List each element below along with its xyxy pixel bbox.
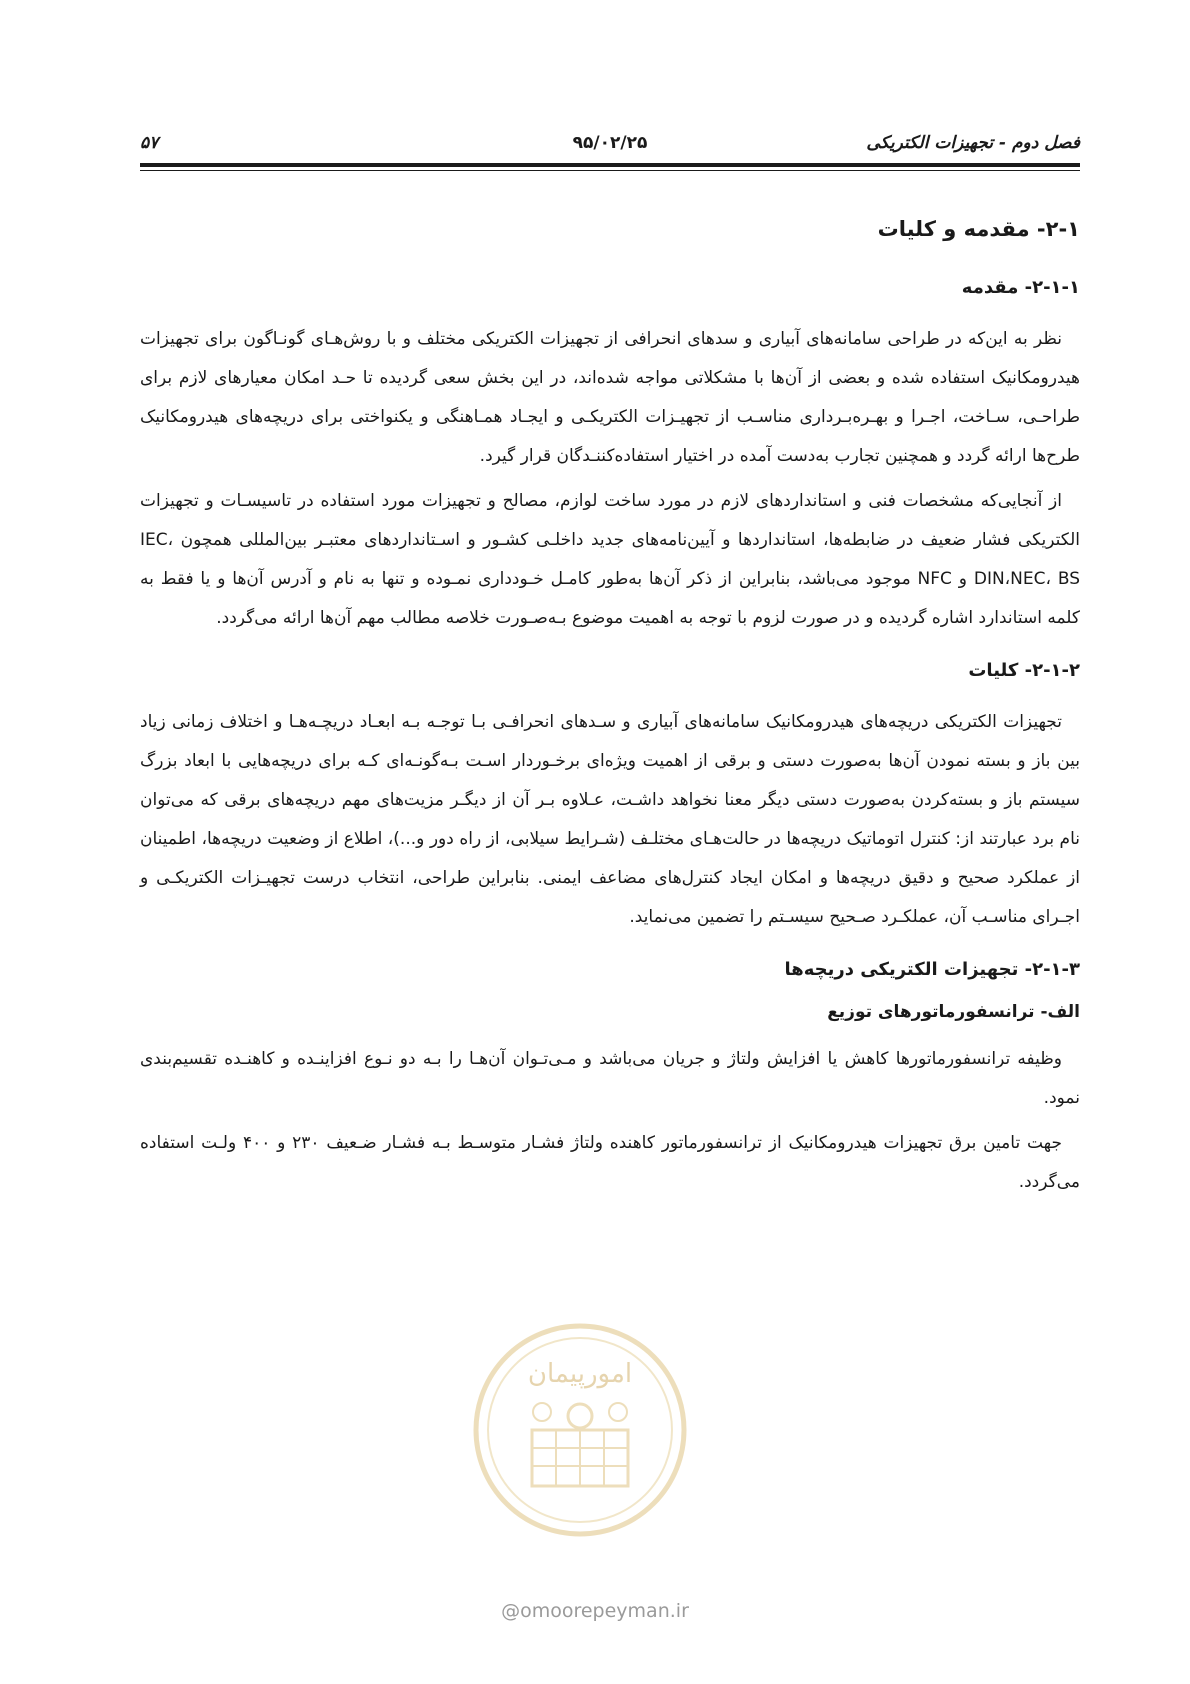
header-rule-thick: [140, 163, 1080, 167]
paragraph: نظر به این‌که در طراحی سامانه‌های آبیاری و سدهای انحرافی از تجهیزات الکتریکی مختلف و با روش‌هـای گونـاگون برای تجهیزات هیدرومکانیک استفاده شده و بعضی از آن‌ها با مشکلاتی مواجه شده‌اند، در این بخش سعی گردیده تا حـد امکان معیارهای لازم برای طراحـی، سـاخت، اجـرا و بهـره‌بـرداری مناسـب از تجهیـزات الکتریکـی و ایجـاد همـاهنگی و یکنواختی برای دریچه‌های هیدرومکانیک طرح‌ها ارائه گردد و همچنین تجارب به‌دست آمده در اختیار استفاده‌کننـدگان قرار گیرد.: [140, 329, 1080, 466]
header-rule-thin: [140, 170, 1080, 171]
subsection-title-alef: الف- ترانسفورماتورهای توزیع: [827, 1002, 1080, 1022]
header-date: ۹۵/۰۲/۲۵: [572, 133, 648, 153]
paragraph: تجهیزات الکتریکی دریچه‌های هیدرومکانیک سامانه‌های آبیاری و سـدهای انحرافـی بـا توجـه بـه ابعـاد دریچـه‌هـا و اختلاف زمانی زیاد بین باز و بسته نمودن آن‌ها به‌صورت دستی و برقی از اهمیت ویژه‌ای برخـوردار اسـت بـه‌گونـه‌ای کـه برای دریچه‌هایی با ابعاد بزرگ سیستم باز و بسته‌کردن به‌صورت دستی دیگر معنا نخواهد داشـت، عـلاوه بـر آن از دیگـر مزیت‌های مهم دریچه‌های برقی که می‌توان نام برد عبارتند از: کنترل اتوماتیک دریچه‌ها در حالت‌هـای مختلـف (شـرایط سیلابی، از راه دور و...)، اطلاع از وضعیت دریچه‌ها، اطمینان از عملکرد صحیح و دقیق دریچه‌ها و امکان ایجاد کنترل‌های مضاعف ایمنی. بنابراین طراحی، انتخاب درست تجهیـزات الکتریکـی و اجـرای مناسـب آن، عملکـرد صـحیح سیسـتم را تضمین می‌نماید.: [140, 712, 1080, 927]
page-content: [140, 205, 1080, 1208]
watermark-logo-text: امورپیمان: [527, 1359, 633, 1389]
section-title-2-1-3: ۲-۱-۳- تجهیزات الکتریکی دریچه‌ها: [784, 959, 1080, 980]
paragraph: جهت تامین برق تجهیزات هیدرومکانیک از ترانسفورماتور کاهنده ولتاژ فشـار متوسـط بـه فشـار ضـعیف ۲۳۰ و ۴۰۰ ولـت استفاده می‌گردد.: [140, 1133, 1080, 1192]
section-title-2-1-1: ۲-۱-۱- مقدمه: [961, 277, 1080, 298]
section-title-2-1: ۲-۱- مقدمه و کلیات: [877, 217, 1080, 241]
watermark-site: @omoorepeyman.ir: [501, 1600, 689, 1622]
paragraph: از آنجایی‌که مشخصات فنی و استانداردهای لازم در مورد ساخت لوازم، مصالح و تجهیزات مورد استفاده در تاسیسـات و تجهیزات الکتریکی فشار ضعیف در ضابطه‌ها، استانداردها و آیین‌نامه‌های جدید داخلـی کشـور و اسـتانداردهای معتبـر بین‌المللی همچون IEC، DIN،NEC، BS و NFC موجود می‌باشد، بنابراین از ذکر آن‌ها به‌طور کامـل خـودداری نمـوده و تنها به نام و آدرس آن‌ها و یا فقط به کلمه استاندارد اشاره گردیده و در صورت لزوم با توجه به اهمیت موضوع بـه‌صـورت خلاصه مطالب مهم آن‌ها ارائه می‌گردد.: [140, 491, 1080, 628]
watermark-seal-icon: [470, 1320, 690, 1540]
page-number: ۵۷: [140, 133, 159, 153]
paragraph: وظیفه ترانسفورماتورها کاهش یا افزایش ولتاژ و جریان می‌باشد و مـی‌تـوان آن‌هـا را بـه دو نـوع افزاینـده و کاهنـده تقسیم‌بندی نمود.: [140, 1049, 1080, 1108]
page-header: [140, 128, 1080, 158]
chapter-title: فصل دوم - تجهیزات الکتریکی: [866, 133, 1080, 153]
section-title-2-1-2: ۲-۱-۲- کلیات: [968, 660, 1080, 681]
